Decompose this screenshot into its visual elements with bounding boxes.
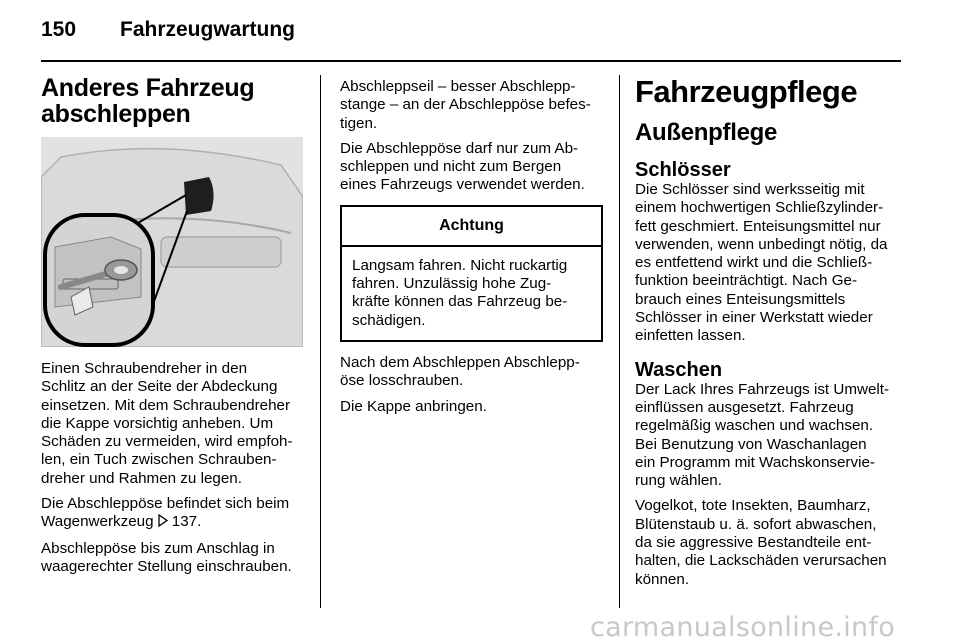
towing-heading: Anderes Fahrzeug abschleppen — [41, 74, 255, 128]
locks-text: Die Schlösser sind werksseitig mit einem hochwertigen Schließzylinder- fett geschmiert. Enteisungsmittel nur verwenden, wenn unbedingt nötig, da es entfettend wirkt und die Schließ- funktion beeinträchtigt. Nach Ge- brauch eines Enteisungsmittels Schlösser in einer Werkstatt wieder einfetten lassen. — [635, 181, 888, 345]
cover-cap-icon — [184, 177, 214, 215]
page-reference-arrow-icon — [158, 514, 168, 532]
column-divider-1 — [320, 75, 321, 608]
column-divider-2 — [619, 75, 620, 608]
left-column-body — [41, 360, 306, 576]
washing-text: Der Lack Ihres Fahrzeugs ist Umwelt- einflüssen ausgesetzt. Fahrzeug regelmäßig waschen und wachsen. Bei Benutzung von Waschanlagen ein Programm mit Wachskonservie- rung wählen. — [635, 380, 890, 490]
locks-heading: Schlösser — [635, 159, 731, 181]
section-title: Fahrzeugwartung — [120, 18, 296, 41]
washing-heading: Waschen — [635, 358, 723, 381]
tow-rope-instruction: Abschleppseil – besser Abschlepp- stange – an der Abschleppöse befes- tigen. — [340, 78, 591, 132]
tow-eye-cover-illustration — [41, 137, 303, 347]
screwdriver-instruction: Einen Schraubendreher in den Schlitz an der Seite der Abdeckung einsetzen. Mit dem Schraubendreher die Kappe vorsichtig anheben. Um Schäden zu vermeiden, wird empfoh- len, ein Tuch zwischen Schrauben- dreher und Rahmen zu legen. — [41, 360, 293, 487]
exterior-care-subtitle: Außenpflege — [635, 119, 778, 146]
page-reference[interactable]: 137. — [171, 513, 202, 531]
page-number: 150 — [41, 18, 77, 41]
warning-title: Achtung — [342, 207, 601, 247]
after-towing-instruction: Nach dem Abschleppen Abschlepp- öse losschrauben. — [340, 353, 580, 390]
right-column — [635, 76, 910, 589]
cap-refit-instruction: Die Kappe anbringen. — [340, 397, 487, 415]
header-rule — [41, 60, 901, 62]
tow-eye-screw-instruction: Abschleppöse bis zum Anschlag in waagerechter Stellung einschrauben. — [41, 539, 292, 575]
washing-contaminants-text: Vogelkot, tote Insekten, Baumharz, Blütenstaub u. ä. sofort abwaschen, da sie aggressive Bestandteile ent- halten, die Lackschäden verursachen können. — [635, 497, 887, 588]
tow-eye-usage-note: Die Abschleppöse darf nur zum Ab- schleppen und nicht zum Bergen eines Fahrzeugs verwendet werden. — [340, 139, 585, 194]
watermark: carmanualsonline.info — [590, 612, 896, 643]
left-column — [41, 75, 306, 127]
vehicle-care-title: Fahrzeugpflege — [635, 74, 858, 109]
middle-column — [340, 78, 605, 416]
tow-eye-location — [41, 495, 306, 533]
tow-eye-location-text: Die Abschleppöse befindet sich beim Wagenwerkzeug — [41, 495, 290, 531]
warning-box — [340, 205, 603, 342]
warning-text: Langsam fahren. Nicht ruckartig fahren. Unzulässig hohe Zug- kräfte können das Fahrzeug be- schädigen. — [352, 256, 568, 329]
cover-removal-drawing — [41, 137, 303, 347]
